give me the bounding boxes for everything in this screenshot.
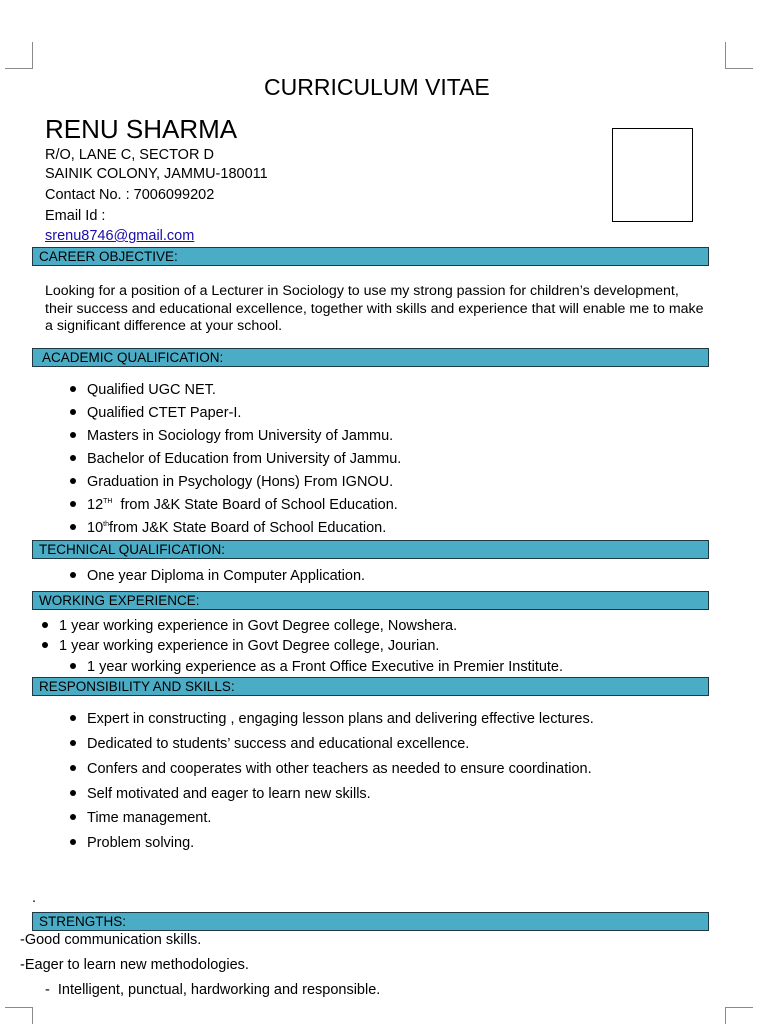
bullet-icon <box>70 572 76 578</box>
bullet-icon <box>70 409 76 415</box>
list-item: 12TH from J&K State Board of School Education. <box>70 497 398 513</box>
crop-mark <box>5 1007 33 1008</box>
document-title: CURRICULUM VITAE <box>264 74 490 100</box>
bullet-icon <box>70 740 76 746</box>
list-item: 1 year working experience in Govt Degree college, Nowshera. <box>42 618 457 634</box>
section-heading-academic: ACADEMIC QUALIFICATION: <box>32 348 709 367</box>
list-item: Time management. <box>70 810 211 826</box>
list-item: 10thfrom J&K State Board of School Education. <box>70 520 386 536</box>
career-objective-text: Looking for a position of a Lecturer in Sociology to use my strong passion for children’s development, their success and educational excellence, together with skills and experience that will enable me to make a significant difference at your school. <box>45 283 704 334</box>
crop-mark <box>725 68 753 69</box>
bullet-icon <box>70 814 76 820</box>
crop-mark <box>5 68 33 69</box>
applicant-name: RENU SHARMA <box>45 114 238 144</box>
list-item: Expert in constructing , engaging lesson plans and delivering effective lectures. <box>70 711 594 727</box>
bullet-icon <box>70 765 76 771</box>
photo-placeholder <box>612 128 693 222</box>
stray-period: . <box>32 890 37 906</box>
crop-mark <box>725 1007 753 1008</box>
bullet-icon <box>70 715 76 721</box>
crop-mark <box>725 1007 726 1024</box>
crop-mark <box>725 42 726 69</box>
section-heading-working: WORKING EXPERIENCE: <box>32 591 709 610</box>
bullet-icon <box>42 622 48 628</box>
strength-item: -Good communication skills. <box>20 932 202 948</box>
list-item: 1 year working experience in Govt Degree college, Jourian. <box>42 638 439 654</box>
section-heading-responsibility: RESPONSIBILITY AND SKILLS: <box>32 677 709 696</box>
list-item: Graduation in Psychology (Hons) From IGNOU. <box>70 474 393 490</box>
address-line-1: R/O, LANE C, SECTOR D <box>45 147 214 163</box>
section-heading-career: CAREER OBJECTIVE: <box>32 247 709 266</box>
list-item: Masters in Sociology from University of Jammu. <box>70 428 393 444</box>
strength-item: -Eager to learn new methodologies. <box>20 957 249 973</box>
bullet-icon <box>70 663 76 669</box>
list-item: Dedicated to students’ success and educational excellence. <box>70 736 469 752</box>
email-label: Email Id : <box>45 208 106 224</box>
list-item: Qualified UGC NET. <box>70 382 216 398</box>
section-heading-strengths: STRENGTHS: <box>32 912 709 931</box>
crop-mark <box>32 42 33 69</box>
list-item: Problem solving. <box>70 835 194 851</box>
strength-item: - Intelligent, punctual, hardworking and responsible. <box>45 982 381 998</box>
list-item: Confers and cooperates with other teachers as needed to ensure coordination. <box>70 761 592 777</box>
contact-number: Contact No. : 7006099202 <box>45 187 215 203</box>
address-line-2: SAINIK COLONY, JAMMU-180011 <box>45 166 268 182</box>
crop-mark <box>32 1007 33 1024</box>
list-item: 1 year working experience as a Front Office Executive in Premier Institute. <box>70 659 563 675</box>
bullet-icon <box>70 455 76 461</box>
list-item: Self motivated and eager to learn new skills. <box>70 786 371 802</box>
list-item: Bachelor of Education from University of Jammu. <box>70 451 401 467</box>
bullet-icon <box>70 524 76 530</box>
bullet-icon <box>42 642 48 648</box>
bullet-icon <box>70 432 76 438</box>
bullet-icon <box>70 839 76 845</box>
bullet-icon <box>70 386 76 392</box>
bullet-icon <box>70 478 76 484</box>
email-link[interactable]: srenu8746@gmail.com <box>45 228 195 244</box>
list-item: One year Diploma in Computer Application. <box>70 568 365 584</box>
section-heading-technical: TECHNICAL QUALIFICATION: <box>32 540 709 559</box>
list-item: Qualified CTET Paper-I. <box>70 405 241 421</box>
bullet-icon <box>70 501 76 507</box>
bullet-icon <box>70 790 76 796</box>
